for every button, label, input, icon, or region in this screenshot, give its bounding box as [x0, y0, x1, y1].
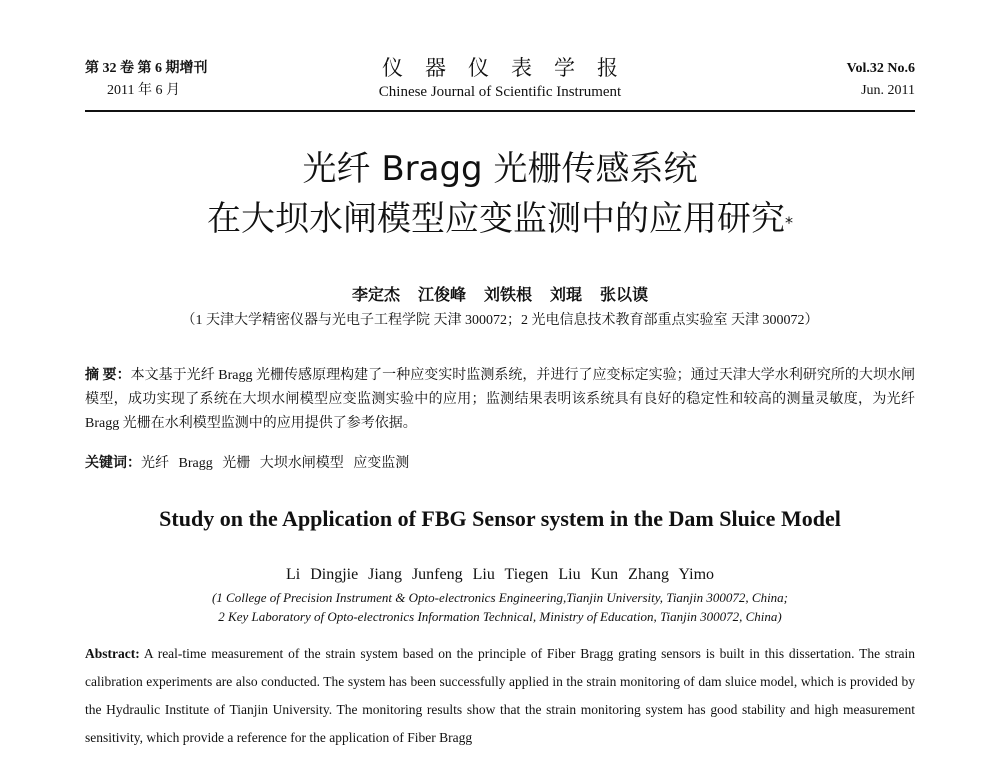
header-center: [85, 54, 915, 102]
volume-issue-cn: 第 32 卷 第 6 期增刊: [85, 61, 208, 76]
abstract-en: [85, 640, 915, 752]
volume-en: Vol.32 No.6: [846, 61, 915, 76]
title-footnote-mark: *: [785, 213, 793, 232]
authors-cn: 李定杰 江俊峰 刘铁根 刘琨 张以谟: [351, 287, 648, 304]
affiliation-en-line2: 2 Key Laboratory of Opto-electronics Information Technical, Ministry of Education, Tianjin 300072, China): [218, 609, 782, 624]
affiliation-en-line1: (1 College of Precision Instrument & Opto-electronics Engineering,Tianjin University, Tianjin 300072, China;: [211, 590, 789, 605]
journal-header: [85, 58, 915, 110]
authors-en: Li Dingjie Jiang Junfeng Liu Tiegen Liu Kun Zhang Yimo: [285, 566, 715, 583]
journal-name-en: Chinese Journal of Scientific Instrument: [378, 84, 622, 100]
keywords-cn-label: 关键词：: [85, 456, 141, 471]
affiliation-en: [0, 588, 1000, 626]
title-cn-line2: [0, 194, 1000, 244]
journal-name-cn: 仪器仪表学报: [382, 56, 640, 80]
paper-title-en: Study on the Application of FBG Sensor system in the Dam Sluice Model: [159, 506, 841, 531]
date-en: Jun. 2011: [861, 83, 915, 98]
paper-title-cn: [0, 144, 1000, 244]
abstract-en-label: Abstract:: [85, 646, 140, 661]
header-right: [847, 58, 915, 102]
abstract-cn-label: 摘 要：: [85, 368, 131, 383]
title-cn-line1: 光纤 Bragg 光栅传感系统: [302, 149, 698, 189]
abstract-en-text: A real-time measurement of the strain system based on the principle of Fiber Bragg grating sensors is built in this dissertation. The strain calibration experiments are also conducted. The system has been successfully applied in the strain monitoring of dam sluice model, which is provided by the Hydraulic Institute of Tianjin University. The monitoring results show that the strain monitoring system has good stability and high measurement sensitivity, which provide a reference for the application of Fiber Bragg: [85, 646, 915, 745]
keywords-cn: [85, 452, 915, 472]
affiliation-cn: （1 天津大学精密仪器与光电子工程学院 天津 300072；2 光电信息技术教育部重点实验室 天津 300072）: [181, 313, 819, 328]
date-cn: 2011 年 6 月: [107, 83, 180, 98]
abstract-cn: [85, 364, 915, 436]
title-cn-line2-text: 在大坝水闸模型应变监测中的应用研究: [207, 199, 785, 239]
header-rule: [85, 110, 915, 112]
abstract-cn-text: 本文基于光纤 Bragg 光栅传感原理构建了一种应变实时监测系统，并进行了应变标定实验；通过天津大学水利研究所的大坝水闸模型，成功实现了系统在大坝水闸模型应变监测实验中的应用；监测结果表明该系统具有良好的稳定性和较高的测量灵敏度，为光纤 Bragg 光栅在水利模型监测中的应用提供了参考依据。: [85, 368, 915, 431]
keywords-cn-text: 光纤 Bragg 光栅 大坝水闸模型 应变监测: [141, 456, 410, 471]
